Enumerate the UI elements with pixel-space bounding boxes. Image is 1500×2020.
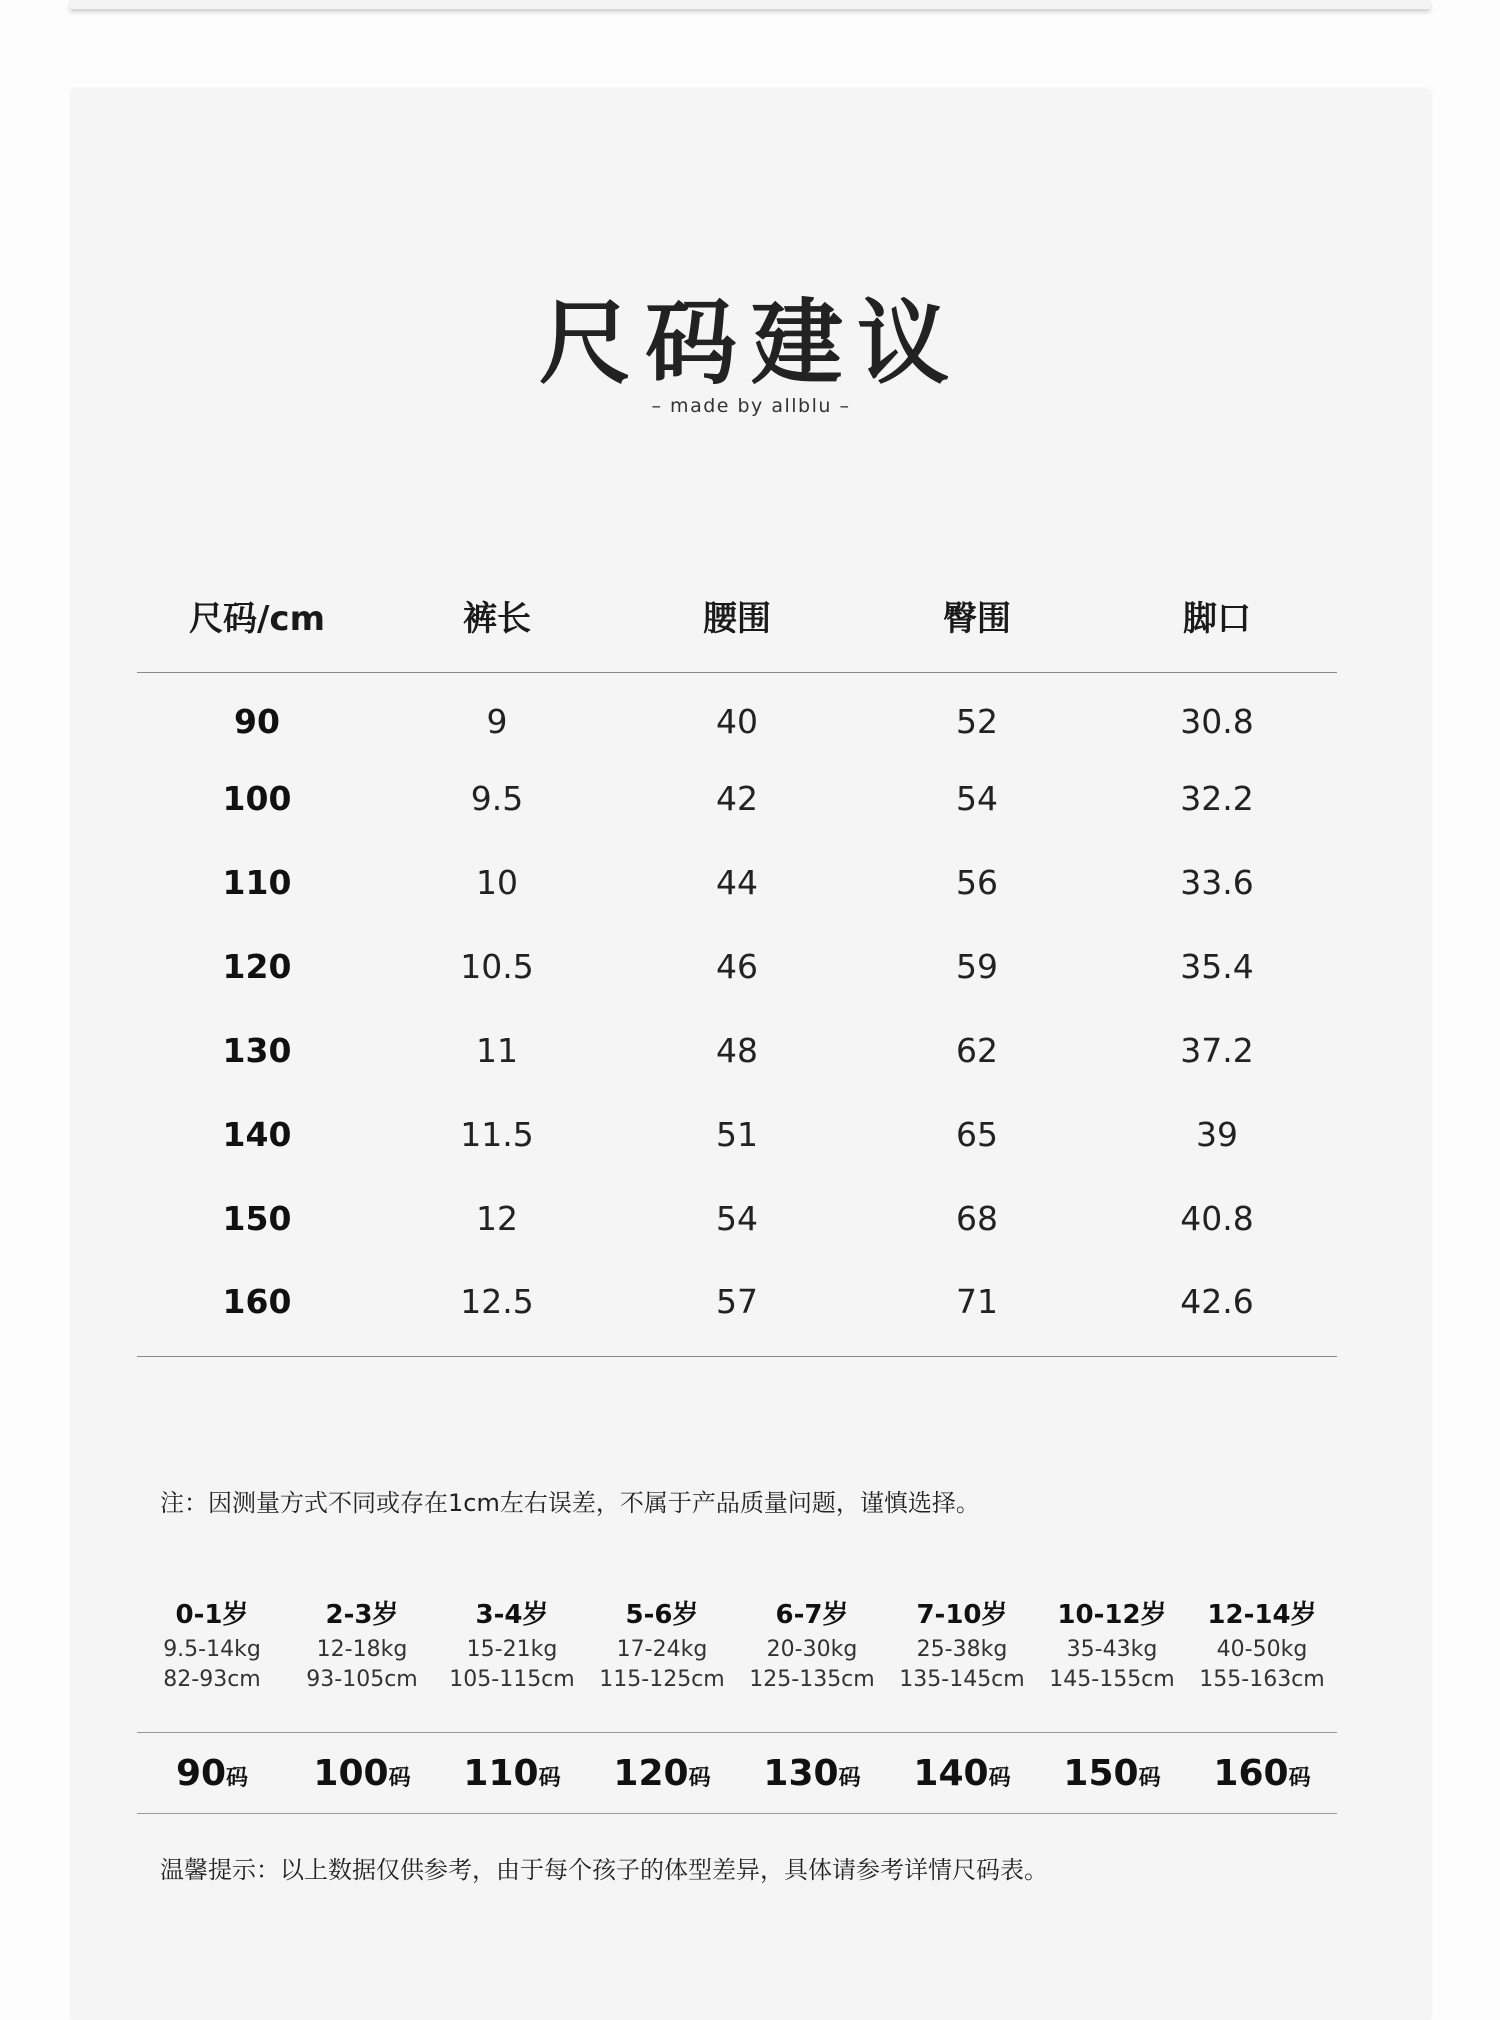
table-row xyxy=(137,1176,1337,1260)
age-column xyxy=(1187,1595,1337,1695)
size-guide-card xyxy=(72,90,1430,2020)
size-code-unit: 码 xyxy=(388,1765,411,1791)
cell-size: 150 xyxy=(222,1198,292,1238)
size-code-number: 130 xyxy=(763,1752,839,1794)
age-column xyxy=(587,1595,737,1695)
size-code-number: 140 xyxy=(913,1752,989,1794)
cell-hem: 32.2 xyxy=(1180,778,1254,818)
age-label: 7-10岁 xyxy=(916,1600,1008,1630)
cell-length: 10 xyxy=(476,862,518,902)
age-column xyxy=(1037,1595,1187,1695)
top-strip xyxy=(70,0,1430,9)
table-row xyxy=(137,672,1337,756)
age-height: 155-163cm xyxy=(1199,1667,1325,1692)
size-code xyxy=(887,1753,1037,1794)
cell-size: 160 xyxy=(137,1260,377,1356)
size-code-unit: 码 xyxy=(838,1765,861,1791)
table-row xyxy=(137,1008,1337,1092)
age-label: 3-4岁 xyxy=(475,1600,549,1630)
size-code xyxy=(437,1753,587,1794)
cell-hem: 30.8 xyxy=(1180,701,1254,741)
cell-waist: 48 xyxy=(716,1030,758,1070)
age-column xyxy=(737,1595,887,1695)
table-header-row xyxy=(137,560,1337,672)
age-height: 135-145cm xyxy=(899,1667,1025,1692)
age-height: 105-115cm xyxy=(449,1667,575,1692)
table-row xyxy=(137,924,1337,1008)
header-hem: 脚口 xyxy=(1097,560,1337,672)
age-weight: 35-43kg xyxy=(1066,1637,1158,1662)
cell-size: 120 xyxy=(222,946,292,986)
size-code-unit: 码 xyxy=(1288,1765,1311,1791)
cell-waist: 42 xyxy=(716,778,758,818)
table-row xyxy=(137,1260,1337,1356)
size-code-number: 150 xyxy=(1063,1752,1139,1794)
table-row xyxy=(137,840,1337,924)
tip-text: 温馨提示：以上数据仅供参考，由于每个孩子的体型差异，具体请参考详情尺码表。 xyxy=(160,1856,1048,1884)
size-code-unit: 码 xyxy=(1138,1765,1161,1791)
age-weight: 40-50kg xyxy=(1216,1637,1308,1662)
age-column xyxy=(287,1595,437,1695)
cell-length: 11 xyxy=(476,1030,518,1070)
age-weight: 15-21kg xyxy=(466,1637,558,1662)
cell-hip: 54 xyxy=(956,778,998,818)
cell-length: 9 xyxy=(486,701,508,741)
age-height: 115-125cm xyxy=(599,1667,725,1692)
size-code-number: 100 xyxy=(313,1752,389,1794)
size-code xyxy=(1187,1753,1337,1794)
size-table xyxy=(137,560,1337,1357)
age-label: 10-12岁 xyxy=(1057,1600,1167,1630)
cell-hem: 37.2 xyxy=(1180,1030,1254,1070)
cell-waist: 44 xyxy=(716,862,758,902)
cell-waist: 54 xyxy=(716,1198,758,1238)
age-weight: 12-18kg xyxy=(316,1637,408,1662)
age-label: 12-14岁 xyxy=(1207,1600,1317,1630)
age-column xyxy=(437,1595,587,1695)
header-waist: 腰围 xyxy=(617,560,857,672)
header-length: 裤长 xyxy=(377,560,617,672)
cell-hem: 40.8 xyxy=(1180,1198,1254,1238)
cell-length: 9.5 xyxy=(470,778,524,818)
size-code-number: 160 xyxy=(1213,1752,1289,1794)
age-weight: 20-30kg xyxy=(766,1637,858,1662)
measurement-note: 注：因测量方式不同或存在1cm左右误差，不属于产品质量问题，谨慎选择。 xyxy=(160,1489,980,1517)
cell-hip: 65 xyxy=(956,1114,998,1154)
cell-waist: 46 xyxy=(716,946,758,986)
age-label: 2-3岁 xyxy=(325,1600,399,1630)
size-code-unit: 码 xyxy=(988,1765,1011,1791)
cell-hip: 52 xyxy=(956,701,998,741)
size-code-unit: 码 xyxy=(688,1765,711,1791)
size-code-unit: 码 xyxy=(226,1765,249,1791)
size-code-number: 90 xyxy=(175,1752,227,1794)
age-height: 125-135cm xyxy=(749,1667,875,1692)
header-hip: 臀围 xyxy=(857,560,1097,672)
size-code-number: 110 xyxy=(463,1752,539,1794)
size-code-unit: 码 xyxy=(538,1765,561,1791)
cell-hem: 33.6 xyxy=(1180,862,1254,902)
cell-waist: 51 xyxy=(716,1114,758,1154)
size-code-number: 120 xyxy=(613,1752,689,1794)
cell-waist: 57 xyxy=(617,1260,857,1356)
size-code-row xyxy=(137,1732,1337,1814)
age-height: 82-93cm xyxy=(163,1667,261,1692)
size-code xyxy=(1037,1753,1187,1794)
age-guide xyxy=(137,1595,1337,1695)
size-code xyxy=(287,1753,437,1794)
age-weight: 17-24kg xyxy=(616,1637,708,1662)
cell-hip: 62 xyxy=(956,1030,998,1070)
header-size: 尺码/cm xyxy=(137,560,377,672)
cell-size: 100 xyxy=(222,778,292,818)
cell-size: 130 xyxy=(222,1030,292,1070)
age-height: 145-155cm xyxy=(1049,1667,1175,1692)
cell-length: 12.5 xyxy=(377,1260,617,1356)
cell-size: 140 xyxy=(222,1114,292,1154)
cell-hem: 35.4 xyxy=(1180,946,1254,986)
cell-size: 90 xyxy=(234,701,280,741)
cell-length: 11.5 xyxy=(460,1114,534,1154)
age-label: 5-6岁 xyxy=(625,1600,699,1630)
cell-length: 10.5 xyxy=(460,946,534,986)
table-row xyxy=(137,1092,1337,1176)
cell-hem: 42.6 xyxy=(1097,1260,1337,1356)
size-code xyxy=(587,1753,737,1794)
cell-hip: 59 xyxy=(956,946,998,986)
page-title: 尺码建议 xyxy=(538,290,963,397)
age-label: 0-1岁 xyxy=(175,1600,249,1630)
cell-size: 110 xyxy=(222,862,292,902)
age-weight: 9.5-14kg xyxy=(163,1637,261,1662)
age-height: 93-105cm xyxy=(306,1667,418,1692)
age-label: 6-7岁 xyxy=(775,1600,849,1630)
cell-waist: 40 xyxy=(716,701,758,741)
table-row xyxy=(137,756,1337,840)
page-subtitle: – made by allblu – xyxy=(651,395,851,417)
cell-length: 12 xyxy=(476,1198,518,1238)
cell-hip: 68 xyxy=(956,1198,998,1238)
age-column xyxy=(137,1595,287,1695)
cell-hip: 71 xyxy=(857,1260,1097,1356)
age-column xyxy=(887,1595,1037,1695)
age-weight: 25-38kg xyxy=(916,1637,1008,1662)
size-code xyxy=(137,1753,287,1794)
cell-hem: 39 xyxy=(1196,1114,1238,1154)
size-code xyxy=(737,1753,887,1794)
cell-hip: 56 xyxy=(956,862,998,902)
